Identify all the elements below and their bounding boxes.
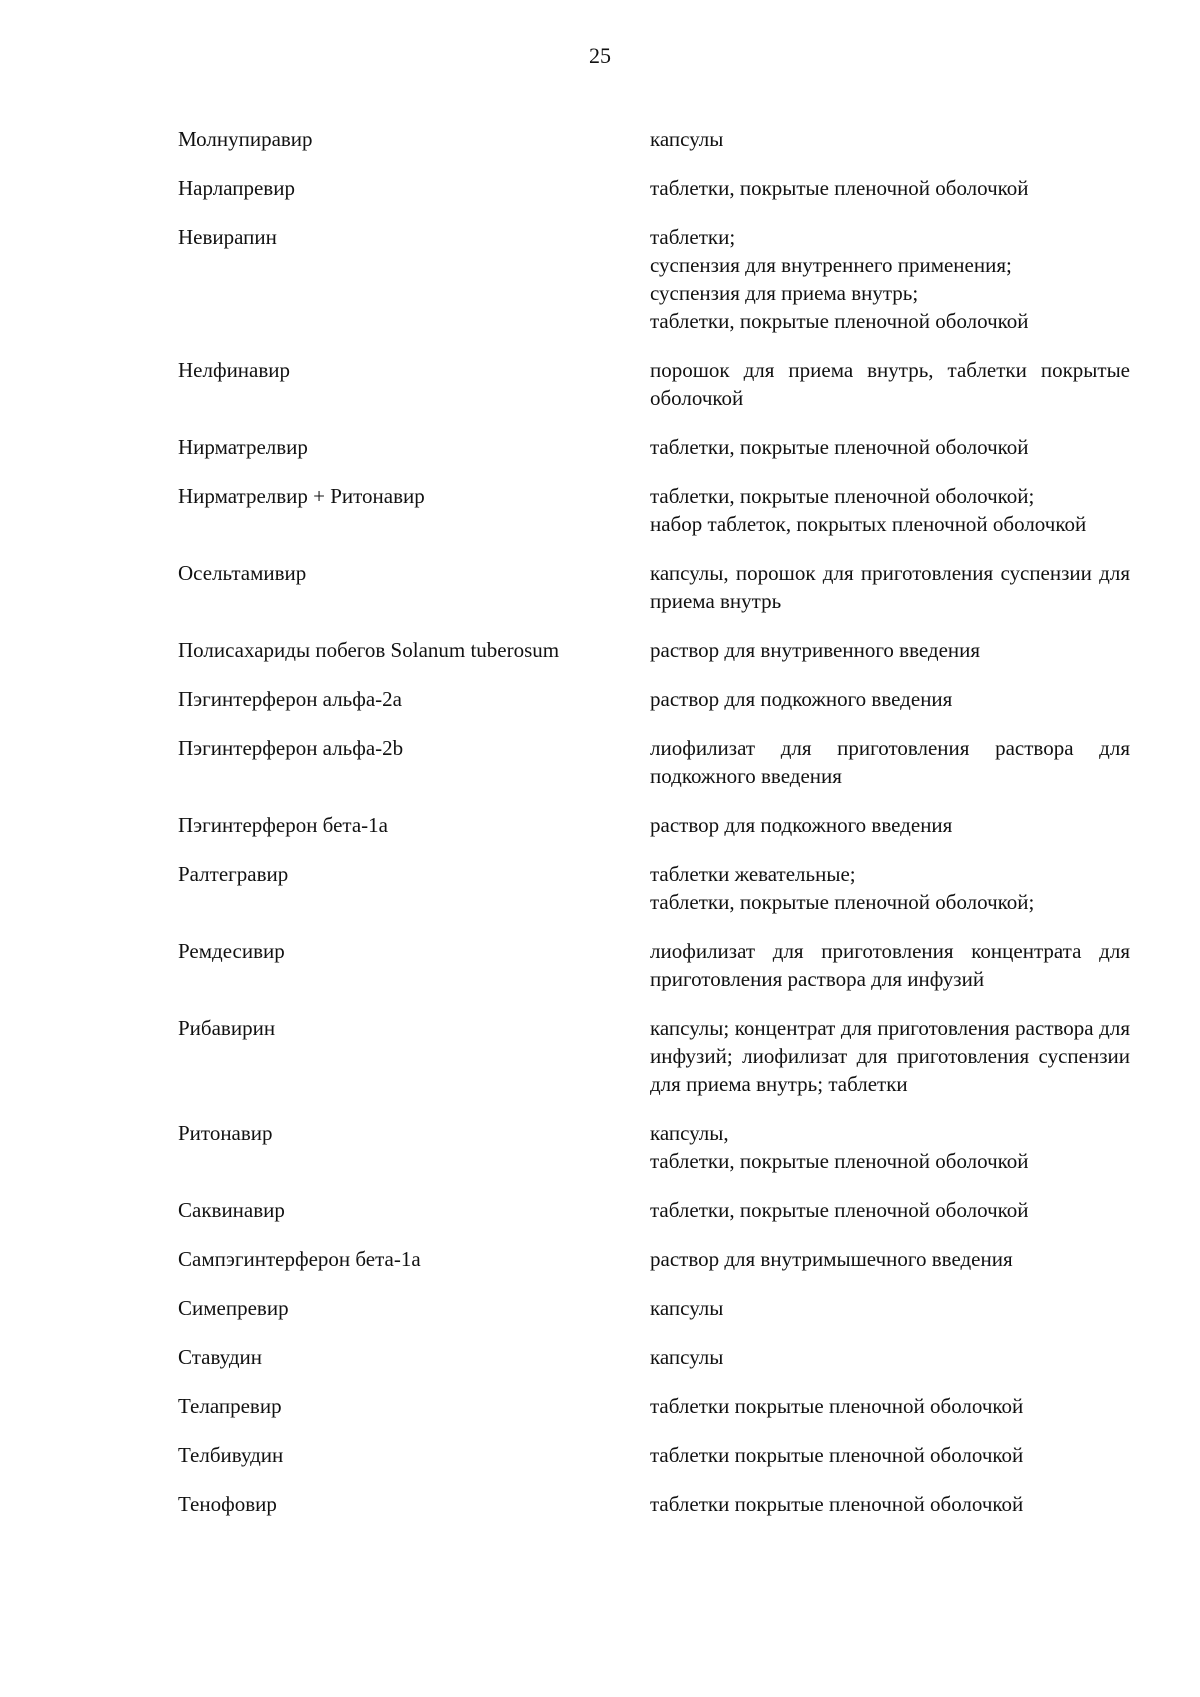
table-row	[178, 433, 1130, 461]
dosage-form	[650, 433, 1130, 461]
table-row	[178, 636, 1130, 664]
dosage-form-line: капсулы	[650, 1345, 724, 1369]
table-row	[178, 1245, 1130, 1273]
dosage-form-line: раствор для внутримышечного введения	[650, 1247, 1013, 1271]
drug-name: Пэгинтерферон альфа-2b	[178, 736, 404, 760]
dosage-form	[650, 1014, 1130, 1098]
dosage-form-line: таблетки, покрытые пленочной оболочкой	[650, 1198, 1029, 1222]
dosage-form	[650, 1343, 1130, 1371]
dosage-form-line: таблетки жевательные;	[650, 862, 856, 886]
table-row	[178, 937, 1130, 993]
drug-name: Нелфинавир	[178, 358, 291, 382]
dosage-form	[650, 482, 1130, 538]
drug-name: Телбивудин	[178, 1443, 284, 1467]
drug-name: Ритонавир	[178, 1121, 273, 1145]
drug-name: Сампэгинтерферон бета-1а	[178, 1247, 421, 1271]
table-row	[178, 1196, 1130, 1224]
dosage-form	[650, 223, 1130, 335]
dosage-form-line: таблетки, покрытые пленочной оболочкой	[650, 1149, 1029, 1173]
drug-name: Нирматрелвир	[178, 435, 308, 459]
drug-name: Рибавирин	[178, 1016, 276, 1040]
drug-name: Нарлапревир	[178, 176, 295, 200]
dosage-form-line: раствор для подкожного введения	[650, 687, 953, 711]
dosage-form-line: таблетки покрытые пленочной оболочкой	[650, 1492, 1024, 1516]
drug-name: Нирматрелвир + Ритонавир	[178, 484, 425, 508]
drug-name: Молнупиравир	[178, 127, 313, 151]
dosage-form-line: таблетки, покрытые пленочной оболочкой;	[650, 890, 1035, 914]
drug-name: Осельтамивир	[178, 561, 307, 585]
table-row	[178, 1392, 1130, 1420]
dosage-form-line: капсулы; концентрат для приготовления раствора для инфузий; лиофилизат для приготовления суспензии для приема внутрь; таблетки	[650, 1016, 1130, 1096]
dosage-form	[650, 811, 1130, 839]
table-row	[178, 811, 1130, 839]
dosage-form-line: таблетки, покрытые пленочной оболочкой	[650, 435, 1029, 459]
table-row	[178, 559, 1130, 615]
table-row	[178, 1294, 1130, 1322]
table-row	[178, 1119, 1130, 1175]
dosage-form-line: суспензия для внутреннего применения;	[650, 253, 1012, 277]
table-row	[178, 685, 1130, 713]
dosage-form-line: порошок для приема внутрь, таблетки покрытые оболочкой	[650, 358, 1130, 410]
dosage-form-line: суспензия для приема внутрь;	[650, 281, 919, 305]
dosage-form	[650, 1294, 1130, 1322]
drug-table	[178, 125, 1130, 1539]
dosage-form	[650, 1441, 1130, 1469]
drug-name: Ремдесивир	[178, 939, 285, 963]
page-number: 25	[589, 43, 611, 68]
table-row	[178, 223, 1130, 335]
dosage-form	[650, 1119, 1130, 1175]
dosage-form	[650, 125, 1130, 153]
dosage-form	[650, 860, 1130, 916]
dosage-form-line: таблетки покрытые пленочной оболочкой	[650, 1394, 1024, 1418]
dosage-form-line: таблетки, покрытые пленочной оболочкой	[650, 309, 1029, 333]
dosage-form-line: капсулы	[650, 1296, 724, 1320]
table-row	[178, 1441, 1130, 1469]
drug-name: Невирапин	[178, 225, 277, 249]
drug-name: Ралтегравир	[178, 862, 289, 886]
table-row	[178, 1490, 1130, 1518]
table-row	[178, 125, 1130, 153]
dosage-form-line: лиофилизат для приготовления раствора для подкожного введения	[650, 736, 1130, 788]
table-row	[178, 860, 1130, 916]
drug-name: Телапревир	[178, 1394, 282, 1418]
dosage-form	[650, 685, 1130, 713]
table-row	[178, 356, 1130, 412]
drug-name: Саквинавир	[178, 1198, 285, 1222]
drug-name: Пэгинтерферон бета-1а	[178, 813, 388, 837]
dosage-form-line: капсулы,	[650, 1121, 729, 1145]
dosage-form	[650, 636, 1130, 664]
drug-name: Полисахариды побегов Solanum tuberosum	[178, 638, 560, 662]
dosage-form	[650, 734, 1130, 790]
dosage-form-line: капсулы	[650, 127, 724, 151]
table-row	[178, 1343, 1130, 1371]
dosage-form-line: раствор для подкожного введения	[650, 813, 953, 837]
table-row	[178, 1014, 1130, 1098]
dosage-form-line: набор таблеток, покрытых пленочной оболочкой	[650, 512, 1087, 536]
dosage-form-line: лиофилизат для приготовления концентрата для приготовления раствора для инфузий	[650, 939, 1130, 991]
dosage-form	[650, 1196, 1130, 1224]
dosage-form	[650, 1245, 1130, 1273]
drug-name: Тенофовир	[178, 1492, 277, 1516]
dosage-form	[650, 1490, 1130, 1518]
drug-name: Ставудин	[178, 1345, 263, 1369]
table-row	[178, 482, 1130, 538]
dosage-form	[650, 174, 1130, 202]
dosage-form	[650, 1392, 1130, 1420]
dosage-form-line: таблетки, покрытые пленочной оболочкой;	[650, 484, 1035, 508]
dosage-form-line: капсулы, порошок для приготовления суспензии для приема внутрь	[650, 561, 1130, 613]
drug-name: Симепревир	[178, 1296, 289, 1320]
dosage-form	[650, 559, 1130, 615]
table-row	[178, 174, 1130, 202]
dosage-form-line: таблетки, покрытые пленочной оболочкой	[650, 176, 1029, 200]
dosage-form-line: раствор для внутривенного введения	[650, 638, 981, 662]
dosage-form-line: таблетки покрытые пленочной оболочкой	[650, 1443, 1024, 1467]
table-row	[178, 734, 1130, 790]
dosage-form-line: таблетки;	[650, 225, 736, 249]
dosage-form	[650, 356, 1130, 412]
drug-name: Пэгинтерферон альфа-2а	[178, 687, 402, 711]
dosage-form	[650, 937, 1130, 993]
